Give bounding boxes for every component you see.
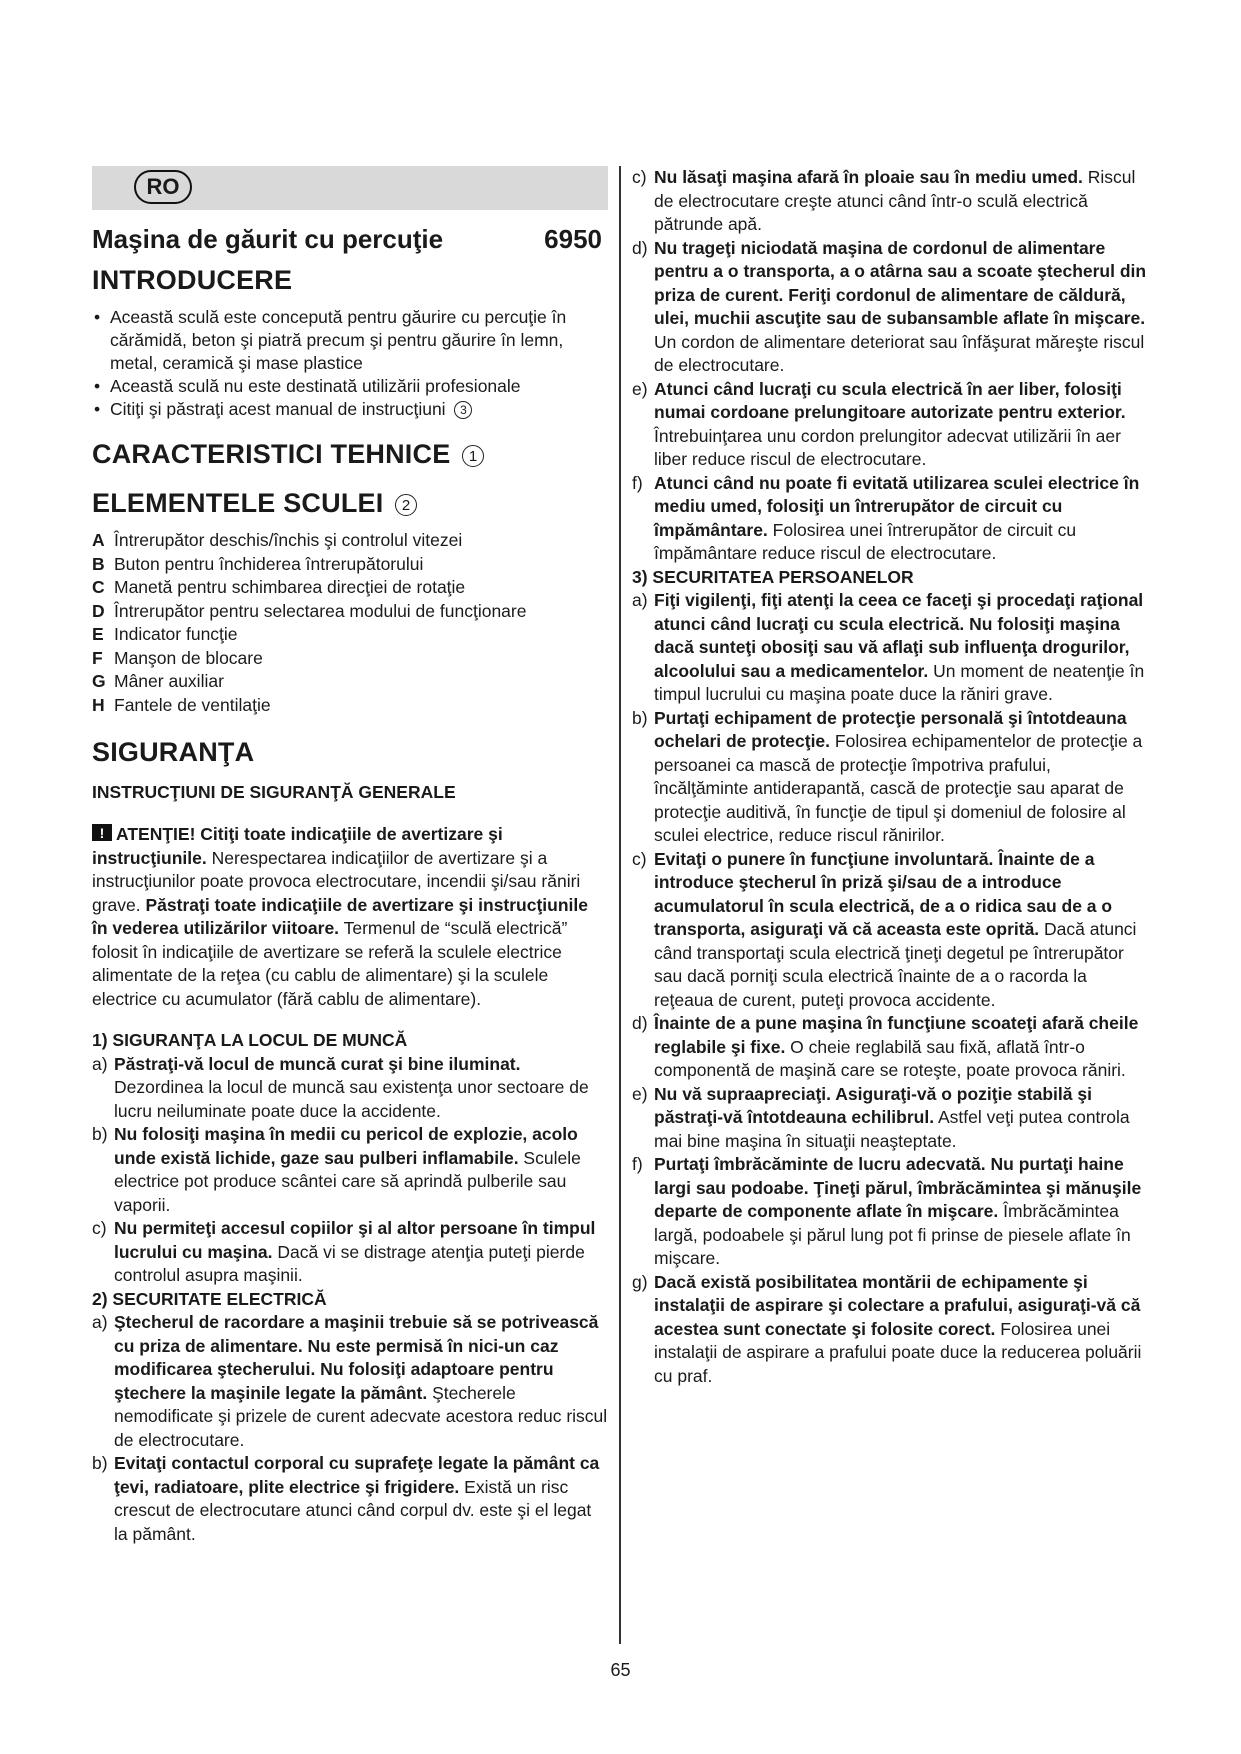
- safety-heading: SIGURANŢA: [92, 737, 255, 767]
- list-item: e) Atunci când lucraţi cu scula electrică în aer liber, folosiţi numai cordoane prelungitoare autorizate pentru exterior. Întrebuinţarea unu cordon prelungitor adecvat utilizării în aer liber reduce riscul de electrocutare.: [632, 378, 1126, 469]
- language-bar: [92, 166, 608, 210]
- page-number: 65: [610, 1660, 631, 1680]
- figure-ref-badge: 2: [395, 494, 417, 516]
- section-1-heading: 1) SIGURANŢA LA LOCUL DE MUNCĂ: [92, 1030, 408, 1050]
- list-item: d) Înainte de a pune maşina în funcţiune scoateţi afară cheile reglabile şi fixe. O cheie reglabilă sau fixă, aflată într-o componentă de maşină care se roteşte, poate provoca răniri.: [632, 1013, 1139, 1080]
- intro-list: [92, 306, 608, 421]
- list-item: a) Ştecherul de racordare a maşinii trebuie să se potrivească cu priza de alimentare. Nu este permisă în nici-un caz modificarea ştecherului. Nu folosiţi adaptoare pentru ştechere la maşinile legate la pământ. Ştecherele nemodificate şi prizele de curent adecvate acestora reduc riscul de electrocutare.: [92, 1312, 608, 1450]
- warning-paragraph: !ATENŢIE! Citiţi toate indicaţiile de avertizare şi instrucţiunile. Nerespectarea indicaţiilor de avertizare şi a instrucţiunilor poate provoca electrocutare, incendii şi/sau răniri grave. Păstraţi toate indicaţiile de avertizare şi instrucţiunile în vederea utilizărilor viitoare. Termenul de “sculă electrică” folosit în indicaţiile de avertizare se referă la sculele electrice alimentate de la reţea (cu cablu de alimentare) şi la sculele electrice cu acumulator (fără cablu de alimentare).: [92, 823, 608, 1011]
- list-item: • Citiţi şi păstraţi acest manual de instrucţiuni 3: [92, 398, 608, 421]
- list-item: f) Atunci când nu poate fi evitată utilizarea sculei electrice în mediu umed, folosiţi un întrerupător de circuit cu împământare. Folosirea unei întrerupător de circuit cu împământare reduce riscul de electrocutare.: [632, 472, 1140, 563]
- list-item: b) Nu folosiţi maşina în medii cu pericol de explozie, acolo unde există lichide, gaze sau pulberi inflamabile. Sculele electrice pot produce scântei care să aprindă pulberile sau vaporii.: [92, 1124, 581, 1215]
- product-title: Maşina de găurit cu percuţie: [92, 224, 444, 254]
- list-item: • Această sculă este concepută pentru găurire cu percuţie în cărămidă, beton şi piatră precum şi pentru găurire în lemn, metal, ceramică şi mase plastice: [92, 306, 608, 375]
- list-item: e) Nu vă supraapreciaţi. Asiguraţi-vă o poziţie stabilă şi păstraţi-vă întotdeauna echilibrul. Astfel veţi putea controla mai bine maşina în situaţii neaşteptate.: [632, 1083, 1130, 1151]
- column-divider: [619, 166, 621, 1644]
- list-item: f) Purtaţi îmbrăcăminte de lucru adecvată. Nu purtaţi haine largi sau podoabe. Ţineţi părul, îmbrăcămintea şi mănuşile departe de componente aflate în mişcare. Îmbrăcămintea largă, podoabele şi părul lung pot fi prinse de piesele aflate în mişcare.: [632, 1154, 1142, 1268]
- list-item: b) Purtaţi echipament de protecţie personală şi întotdeauna ochelari de protecţie. Folosirea echipamentelor de protecţie a persoanei ca mască de protecţie împotriva prafului, încălţăminte antiderapantă, cască de protecţie sau aparat de protecţie auditivă, în funcţie de tipul şi domeniul de folosire al sculei electrice, reduce riscul rănirilor.: [632, 707, 1143, 845]
- figure-ref-badge: 1: [462, 445, 484, 467]
- list-item: B Buton pentru închiderea întrerupătorului: [92, 553, 424, 574]
- list-item: H Fantele de ventilaţie: [92, 694, 271, 715]
- list-item: g) Dacă există posibilitatea montării de echipamente şi instalaţii de aspirare şi colectare a prafului, asiguraţi-vă că acestea sunt conectate şi folosite corect. Folosirea unei instalaţii de aspirare a prafului poate duce la reducerea poluării cu praf.: [632, 1271, 1142, 1386]
- list-item: F Manşon de blocare: [92, 647, 263, 668]
- list-item: C Manetă pentru schimbarea direcţiei de rotaţie: [92, 577, 466, 597]
- list-item: A Întrerupător deschis/închis şi controlul vitezei: [92, 530, 463, 550]
- tech-heading: CARACTERISTICI TEHNICE 1: [92, 439, 608, 470]
- list-item: G Mâner auxiliar: [92, 671, 224, 691]
- list-item: c) Nu lăsaţi maşina afară în ploaie sau în mediu umed. Riscul de electrocutare creşte atunci când într-o sculă electrică pătrunde apă.: [632, 167, 1136, 234]
- language-badge: RO: [134, 170, 192, 204]
- list-item: d) Nu trageţi niciodată maşina de cordonul de alimentare pentru a o transporta, a o atârna sau a scoate ştecherul din priza de curent. Feriţi cordonul de alimentare de căldură, ulei, muchii ascuţite sau de subansamble aflate în mişcare. Un cordon de alimentare deteriorat sau înfăşurat măreşte riscul de electrocutare.: [632, 237, 1147, 375]
- list-item: a) Fiţi vigilenţi, fiţi atenţi la ceea ce faceţi şi procedaţi raţional atunci când lucraţi cu scula electrică. Nu folosiţi maşina dacă sunteţi obosiţi sau vă aflaţi sub influenţa drogurilor, alcoolului sau a medicamentelor. Un moment de neatenţie în timpul lucrului cu maşina poate duce la răniri grave.: [632, 590, 1145, 704]
- section-2-heading: 2) SECURITATE ELECTRICĂ: [92, 1288, 327, 1309]
- list-item: c) Evitaţi o punere în funcţiune involuntară. Înainte de a introduce ştecherul în priză şi/sau de a introduce acumulatorul în scula electrică, de a o ridica sau de a o transporta, asiguraţi vă că aceasta este oprită. Dacă atunci când transportaţi scula electrică ţineţi degetul pe întrerupător sau dacă porniţi scula electrică înainte de a o racorda la reţeaua de curent, puteţi provoca accidente.: [632, 848, 1137, 1010]
- right-column: [632, 166, 1148, 1388]
- list-item: D Întrerupător pentru selectarea modului de funcţionare: [92, 600, 527, 621]
- model-number: 6950: [544, 224, 602, 254]
- left-column: [92, 166, 608, 1546]
- page-title: [92, 224, 608, 255]
- list-item: E Indicator funcţie: [92, 624, 238, 644]
- parts-list: [92, 529, 608, 717]
- figure-ref-badge: 3: [454, 401, 472, 419]
- general-safety-heading: INSTRUCŢIUNI DE SIGURANŢĂ GENERALE: [92, 782, 456, 802]
- list-item: c) Nu permiteţi accesul copiilor şi al altor persoane în timpul lucrului cu maşina. Dacă vi se distrage atenţia puteţi pierde controlul asupra maşinii.: [92, 1218, 596, 1285]
- list-item: a) Păstraţi-vă locul de muncă curat şi bine iluminat. Dezordinea la locul de muncă sau existenţa unor sectoare de lucru neiluminate poate duce la accidente.: [92, 1053, 589, 1121]
- elements-heading: ELEMENTELE SCULEI 2: [92, 488, 608, 519]
- list-item: • Această sculă nu este destinată utilizării profesionale: [92, 375, 608, 398]
- intro-heading: INTRODUCERE: [92, 265, 293, 295]
- warning-icon: [92, 824, 112, 841]
- section-3-heading: 3) SECURITATEA PERSOANELOR: [632, 566, 914, 587]
- list-item: b) Evitaţi contactul corporal cu suprafeţe legate la pământ ca ţevi, radiatoare, plite electrice şi frigidere. Există un risc crescut de electrocutare atunci când corpul dv. este şi el legat la pământ.: [92, 1453, 600, 1544]
